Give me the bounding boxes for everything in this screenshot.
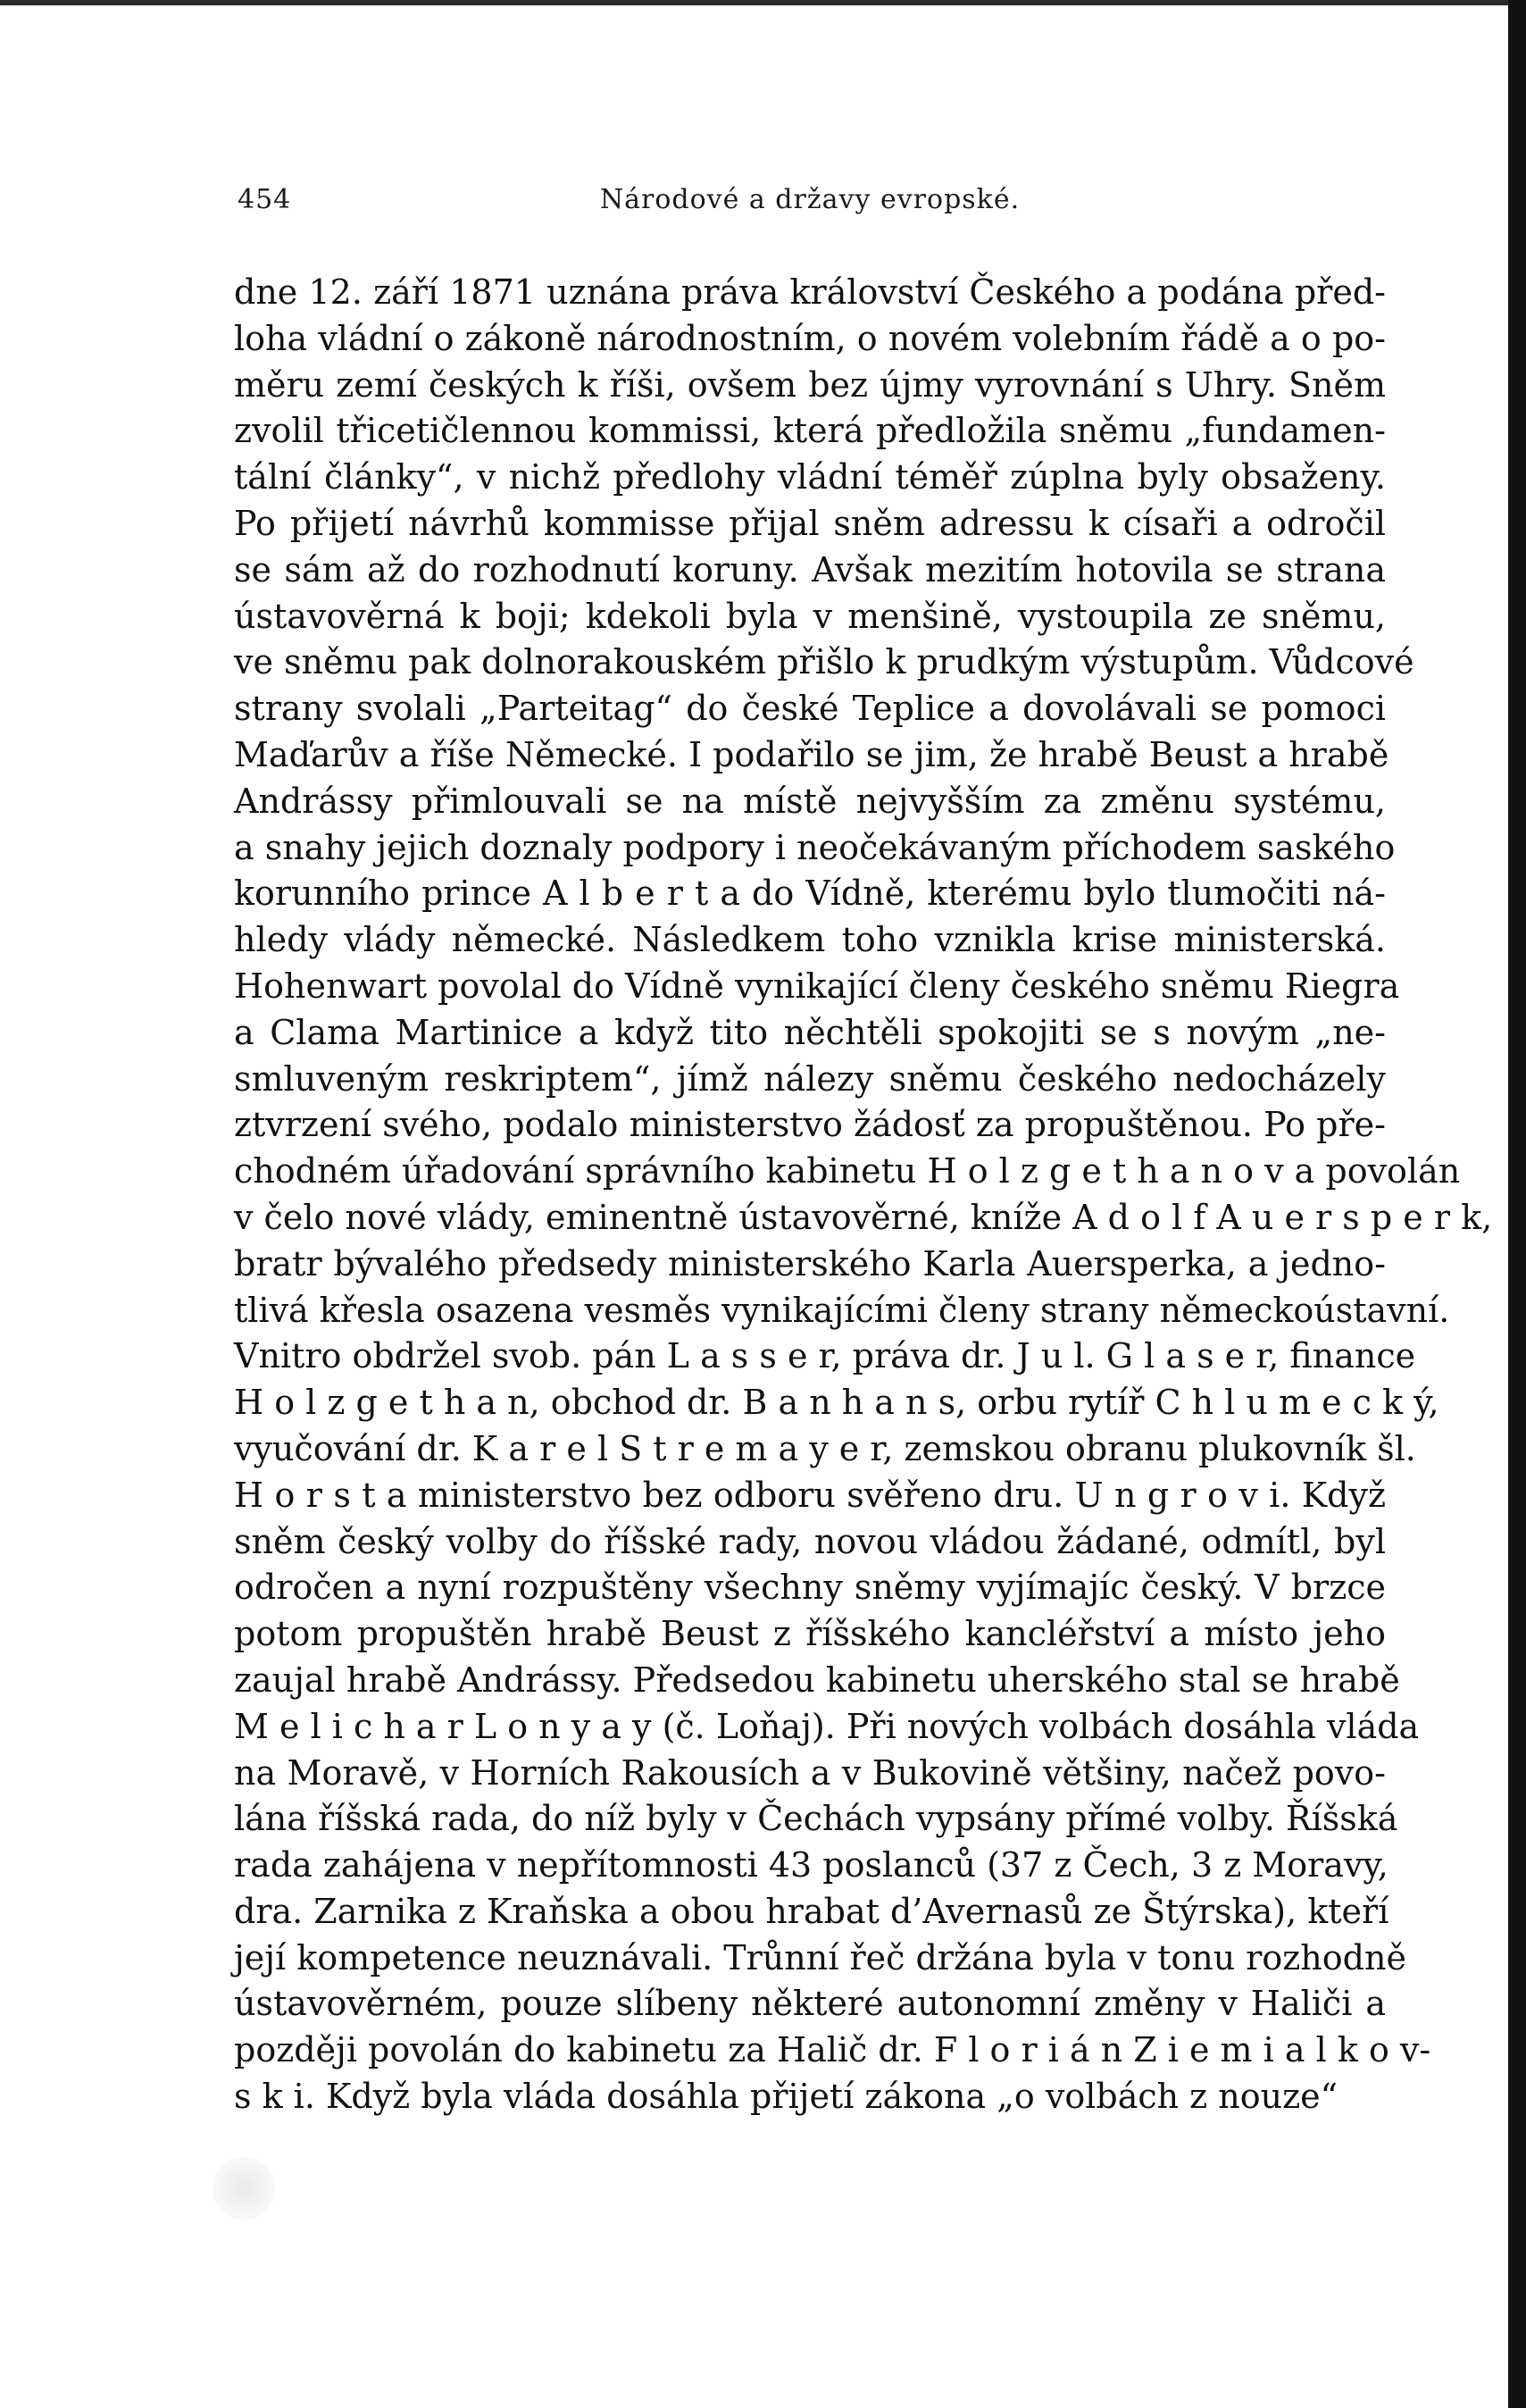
paper-stain [213,2157,275,2220]
text-line: M e l i c h a r L o n y a y (č. Loňaj). Při nových volbách dosáhla vláda [234,1706,1420,1746]
text-line: loha vládní o zákoně národnostním, o novém volebním řádě a o po- [234,318,1386,358]
text-line: ve sněmu pak dolnorakouském přišlo k prudkým výstupům. Vůdcové [234,642,1414,682]
text-line: bratr bývalého předsedy ministerského Karla Auersperka, a jedno- [234,1243,1386,1283]
text-line: potom propuštěn hrabě Beust z říšského kancléřství a místo jeho [234,1614,1386,1654]
text-line: dra. Zarnika z Kraňska a obou hrabat d’Avernasů ze Štýrska), kteří [234,1891,1389,1931]
text-line: měru zemí českých k říši, ovšem bez újmy vyrovnání s Uhry. Sněm [234,364,1386,405]
scan-border-top [0,0,1526,5]
body-text [234,270,1493,2120]
text-line: chodném úřadování správního kabinetu H o l z g e t h a n o v a povolán [234,1151,1461,1191]
text-line: Andrássy přimlouvali se na místě nejvyšším za změnu systému, [234,781,1386,821]
text-line: smluveným reskriptem“, jímž nálezy sněmu českého nedocházely [234,1058,1386,1099]
text-line: a snahy jejich doznaly podpory i neočekávaným příchodem saského [234,827,1396,867]
page-header [234,179,1386,223]
running-title: Národové a državy evropské. [599,184,1021,215]
text-line: strany svolali „Parteitag“ do české Teplice a dovolávali se pomoci [234,689,1386,729]
text-line: ústavověrná k boji; kdekoli byla v menšině, vystoupila ze sněmu, [234,596,1386,636]
text-line: H o r s t a ministerstvo bez odboru svěřeno dru. U n g r o v i. Když [234,1475,1386,1515]
text-line: a Clama Martinice a když tito něchtěli spokojiti se s novým „ne- [234,1012,1386,1052]
page-number: 454 [238,184,292,215]
text-line: vyučování dr. K a r e l S t r e m a y e r, zemskou obranu plukovník šl. [234,1428,1416,1468]
text-line: zaujal hrabě Andrássy. Předsedou kabinetu uherského stal se hrabě [234,1660,1400,1700]
text-line: korunního prince A l b e r t a do Vídně, kterému bylo tlumočiti ná- [234,874,1386,914]
text-line: hledy vlády německé. Následkem toho vznikla krise ministerská. [234,920,1386,960]
text-line: H o l z g e t h a n, obchod dr. B a n h a n s, orbu rytíř C h l u m e c k ý, [234,1383,1439,1423]
text-line: Po přijetí návrhů kommisse přijal sněm adressu k císaři a odročil [234,503,1386,543]
text-line: její kompetence neuznávali. Trůnní řeč držána byla v tonu rozhodně [234,1937,1406,1977]
text-line: rada zahájena v nepřítomnosti 43 poslanců (37 z Čech, 3 z Moravy, [234,1845,1388,1885]
text-line: s k i. Když byla vláda dosáhla přijetí zákona „o volbách z nouze“ [234,2077,1338,2117]
text-line: tální články“, v nichž předlohy vládní téměř zúplna byly obsaženy. [234,457,1386,497]
scan-border-right [1508,0,1526,2408]
text-line: Maďarův a říše Německé. I podařilo se jim, že hrabě Beust a hrabě [234,734,1389,774]
text-line: dne 12. září 1871 uznána práva království Českého a podána před- [234,272,1386,312]
text-line: lána říšská rada, do níž byly v Čechách vypsány přímé volby. Říšská [234,1799,1398,1839]
text-line: v čelo nové vlády, eminentně ústavověrné, kníže A d o l f A u e r s p e r k, [234,1197,1493,1237]
text-line: Vnitro obdržel svob. pán L a s s e r, práva dr. J u l. G l a s e r, finance [234,1336,1416,1376]
book-page [234,179,1493,2117]
text-line: ústavověrném, pouze slíbeny některé autonomní změny v Haliči a [234,1984,1386,2024]
text-line: odročen a nyní rozpuštěny všechny sněmy vyjímajíc český. V brzce [234,1568,1386,1608]
text-line: Hohenwart povolal do Vídně vynikající členy českého sněmu Riegra [234,966,1400,1006]
text-line: zvolil třicetičlennou kommissi, která předložila sněmu „fundamen- [234,411,1386,451]
text-line: tlivá křesla osazena vesměs vynikajícími členy strany německoústavní. [234,1290,1450,1330]
text-line: ztvrzení svého, podalo ministerstvo žádosť za propuštěnou. Po pře- [234,1105,1386,1145]
text-line: na Moravě, v Horních Rakousích a v Bukovině většiny, načež povo- [234,1752,1386,1793]
text-line: se sám až do rozhodnutí koruny. Avšak mezitím hotovila se strana [234,549,1386,589]
text-line: později povolán do kabinetu za Halič dr. F l o r i á n Z i e m i a l k o v- [234,2030,1431,2070]
text-line: sněm český volby do říšské rady, novou vládou žádané, odmítl, byl [234,1521,1386,1561]
